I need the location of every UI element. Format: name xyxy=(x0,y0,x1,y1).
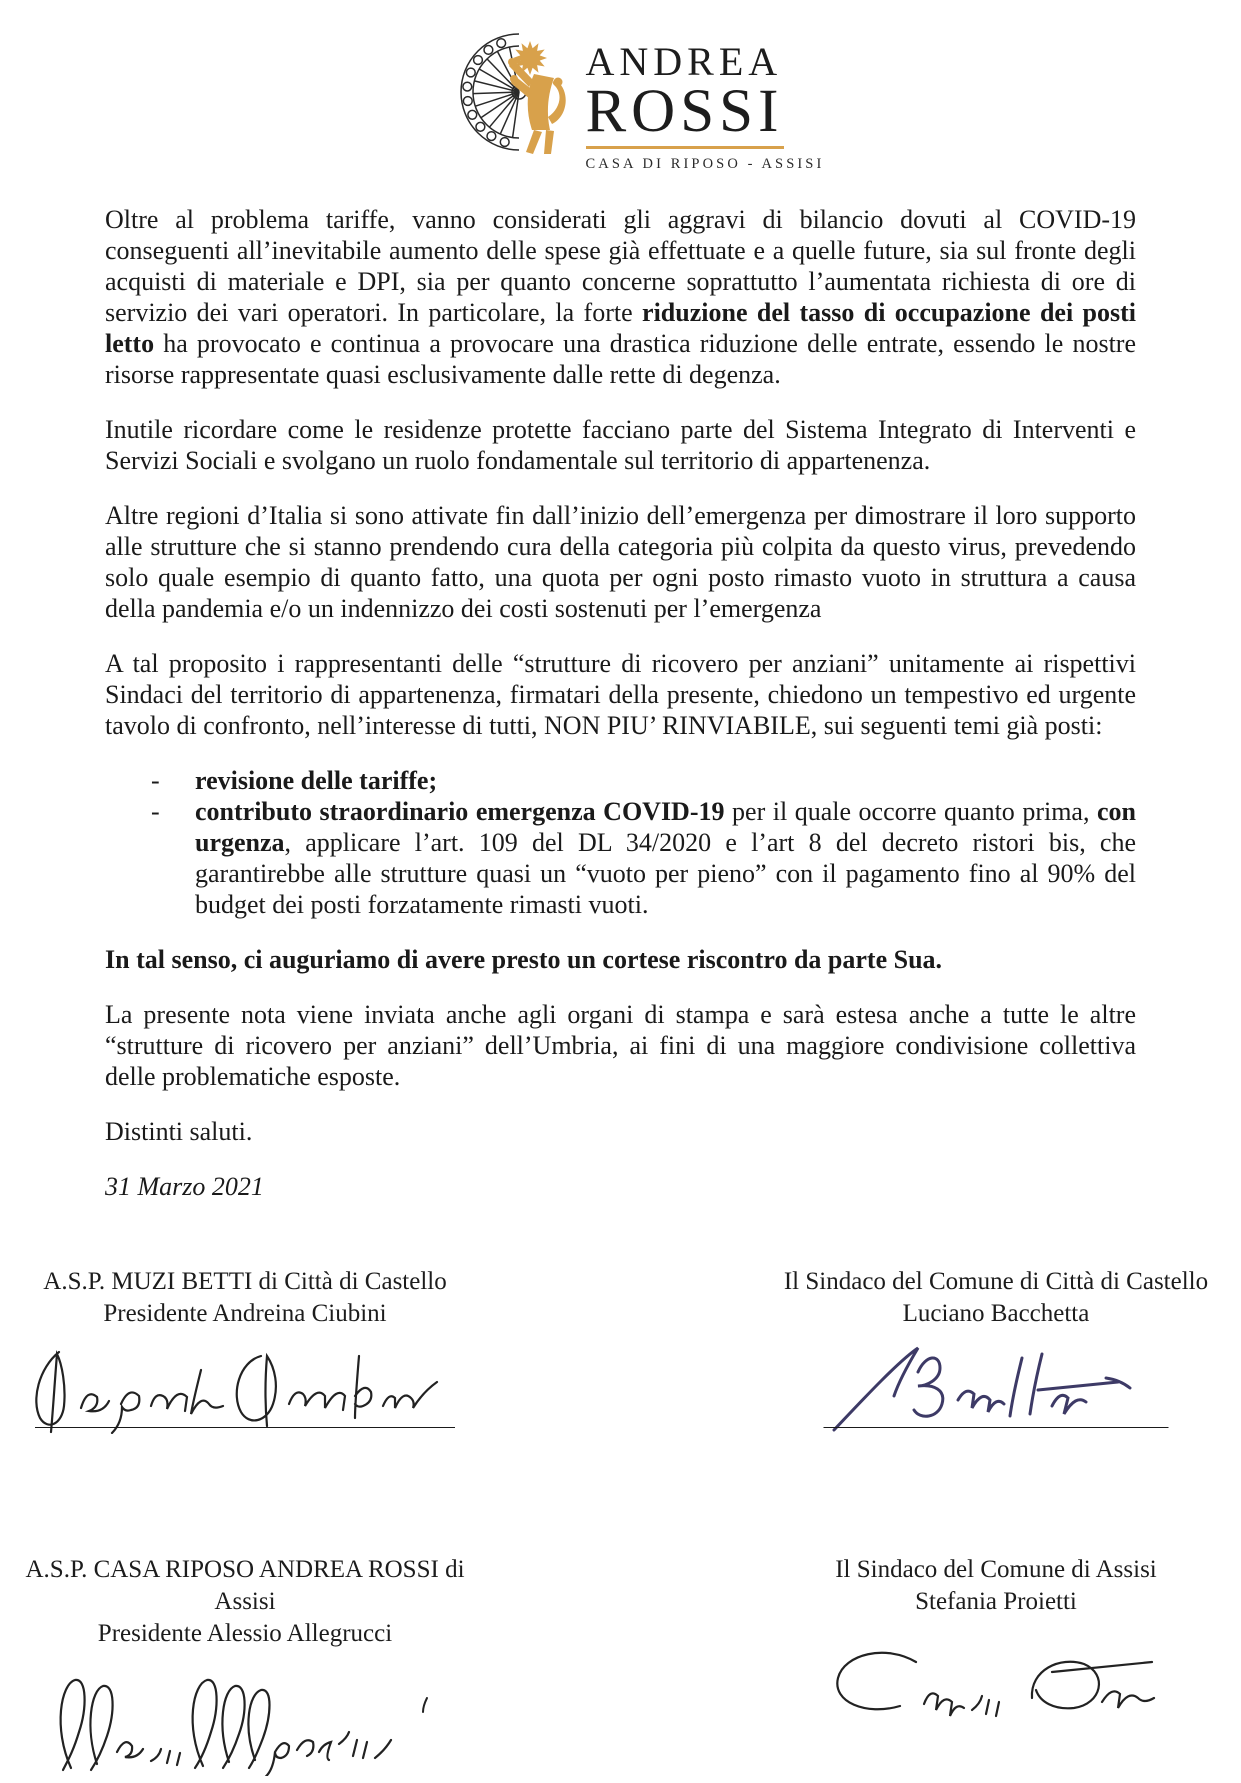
signatory-org: Il Sindaco del Comune di Assisi xyxy=(835,1556,1157,1583)
signature-row-1 xyxy=(0,1266,1241,1434)
brand-text xyxy=(586,28,825,173)
bullet-bold-text: contributo straordinario emergenza COVID-19 xyxy=(195,797,725,826)
signature-block-proietti xyxy=(771,1554,1221,1776)
closing-salutation: Distinti saluti. xyxy=(105,1117,253,1146)
logo xyxy=(456,28,574,156)
handwritten-signature-andreina-ciubini xyxy=(25,1342,465,1434)
signatory-org: A.S.P. CASA RIPOSO ANDREA ROSSI di Assisi xyxy=(25,1556,465,1615)
signature-block-casa-riposo xyxy=(10,1554,480,1776)
signatory-org: Il Sindaco del Comune di Città di Castello xyxy=(783,1268,1209,1295)
handwritten-signature-stefania-proietti xyxy=(816,1632,1176,1744)
signatory-name: Stefania Proietti xyxy=(915,1588,1077,1615)
signature-row-2 xyxy=(0,1554,1241,1776)
signatory-name: Presidente Andreina Ciubini xyxy=(103,1300,387,1327)
paragraph-altre-regioni: Altre regioni d’Italia si sono attivate fin dall’inizio dell’emergenza per dimostrare il loro supporto alle strutture che si stanno prendendo cura della categoria più colpita da questo virus, prevedendo solo quale esempio di quanto fatto, una quota per ogni posto rimasto vuoto in struttura a causa della pandemia e/o un indennizzo dei costi sostenuti per l’emergenza xyxy=(105,501,1136,623)
brand-name-line2: ROSSI xyxy=(585,78,784,145)
signatory-name: Presidente Alessio Allegrucci xyxy=(97,1620,393,1647)
paragraph-bold-text: riduzione del tasso di occupazione dei posti letto xyxy=(105,298,1137,358)
bullet-bold-text: revisione delle tariffe; xyxy=(195,766,438,795)
bullet-item-contributo xyxy=(105,796,1136,920)
bullet-text: per il quale occorre quanto prima, xyxy=(724,797,1097,826)
paragraph-riscontro xyxy=(105,944,1136,975)
handwritten-signature-luciano-bacchetta xyxy=(826,1342,1166,1434)
letter-body xyxy=(0,204,1241,1202)
paragraph-residenze: Inutile ricordare come le residenze protette facciano parte del Sistema Integrato di Interventi e Servizi Sociali e svolgano un ruolo fondamentale sul territorio di appartenenza. xyxy=(105,415,1136,475)
signature-area xyxy=(10,1658,480,1776)
paragraph-organi-stampa: La presente nota viene inviata anche agli organi di stampa e sarà estesa anche a tutte le altre “strutture di ricovero per anziani” dell’Umbria, ai fini di una maggiore condivisione collettiva delle problematiche esposte. xyxy=(105,1000,1136,1091)
brand-name-line1: ANDREA xyxy=(585,39,783,84)
signatory-name: Luciano Bacchetta xyxy=(902,1300,1090,1327)
signature-area xyxy=(771,1626,1221,1744)
bullet-text: , applicare l’art. 109 del DL 34/2020 e l’art 8 del decreto ristori bis, che garantirebbe alle strutture quasi un “vuoto per pieno” con il pagamento fino al 90% del budget dei posti forzatamente rimasti vuoti. xyxy=(195,828,1136,919)
handwritten-signature-alessio-allegrucci xyxy=(35,1664,455,1776)
signature-area xyxy=(771,1338,1221,1434)
bullet-bold-text: con urgenza xyxy=(195,797,1136,857)
bullet-item-tariffe xyxy=(105,765,1136,796)
letterhead xyxy=(456,28,825,172)
lion-rampant-icon xyxy=(504,32,568,156)
paragraph-tariffe xyxy=(105,204,1136,390)
paragraph-tavolo-confronto: A tal proposito i rappresentanti delle “strutture di ricovero per anziani” unitamente ai rispettivi Sindaci del territorio di appartenenza, firmatari della presente, chiedono un tempestivo ed urgente tavolo di confronto, nell’interesse di tutti, NON PIU’ RINVIABILE, sui seguenti temi già posti: xyxy=(105,649,1136,740)
signature-block-bacchetta xyxy=(771,1266,1221,1434)
paragraph-bold-text: In tal senso, ci auguriamo di avere presto un cortese riscontro da parte Sua. xyxy=(105,945,943,974)
signature-underline xyxy=(35,1427,455,1428)
signatory-org: A.S.P. MUZI BETTI di Città di Castello xyxy=(43,1268,447,1295)
letter-date: 31 Marzo 2021 xyxy=(105,1172,264,1201)
signature-underline xyxy=(824,1427,1169,1428)
letter-page xyxy=(0,28,1241,1783)
paragraph-text: ha provocato e continua a provocare una drastica riduzione delle entrate, essendo le nostre risorse rappresentate quasi esclusivamente dalle rette di degenza. xyxy=(105,329,1136,389)
bullet-list xyxy=(105,765,1136,920)
paragraph-text: Oltre al problema tariffe, vanno considerati gli aggravi di bilancio dovuti al COVID-19 conseguenti all’inevitabile aumento delle spese già effettuate e a quelle future, sia sul fronte degli acquisti di materiale e DPI, sia per quanto concerne soprattutto l’aumentata richiesta di ore di servizio dei vari operatori. In particolare, la forte xyxy=(105,205,1136,327)
signature-block-muzi-betti xyxy=(10,1266,480,1434)
brand-tagline: CASA DI RIPOSO - ASSISI xyxy=(585,156,825,172)
brand-gold-rule xyxy=(586,146,784,149)
signature-area xyxy=(10,1338,480,1434)
